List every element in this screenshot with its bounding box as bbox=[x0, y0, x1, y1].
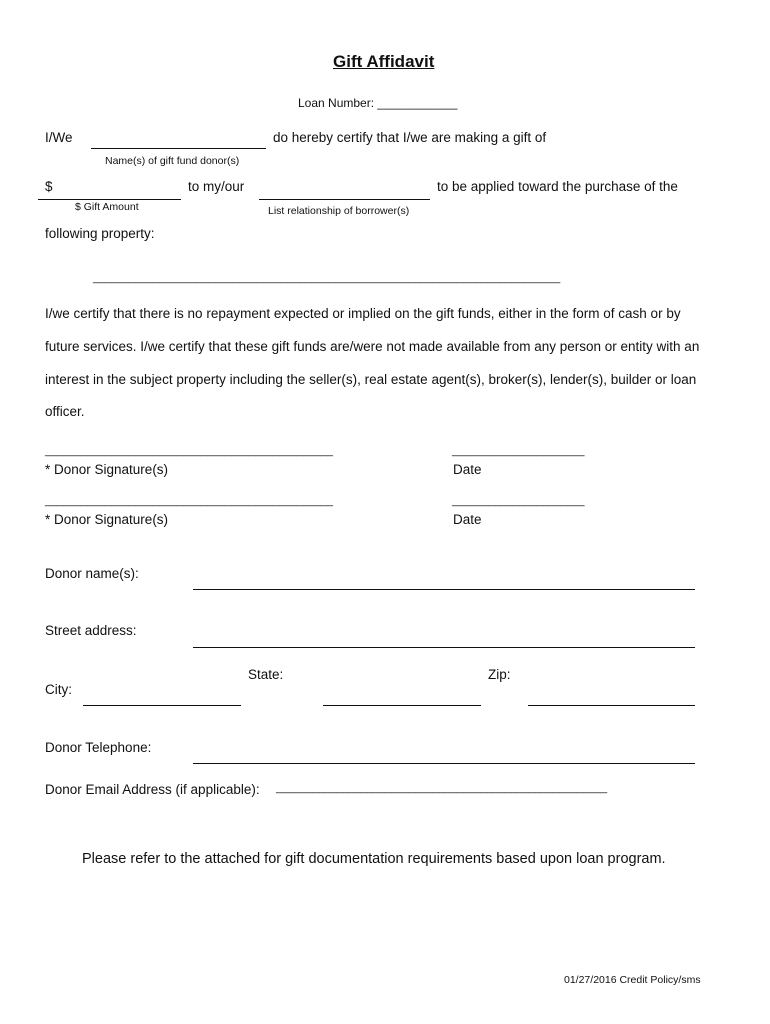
iwe-label: I/We bbox=[45, 130, 73, 145]
date-blank-2[interactable]: ______________________ bbox=[452, 495, 585, 507]
page-title: Gift Affidavit bbox=[333, 52, 435, 71]
signature-blank-1[interactable]: ________________________________________________ bbox=[45, 445, 333, 457]
donor-name-caption: Name(s) of gift fund donor(s) bbox=[105, 155, 240, 167]
date-label-2: Date bbox=[453, 512, 482, 527]
loan-number-label: Loan Number: bbox=[298, 96, 375, 110]
loan-number-blank[interactable]: ____________ bbox=[377, 96, 458, 110]
city-label: City: bbox=[45, 682, 72, 697]
donor-name-line[interactable] bbox=[193, 589, 695, 590]
property-label: following property: bbox=[45, 226, 155, 241]
telephone-line[interactable] bbox=[193, 763, 695, 764]
state-label: State: bbox=[248, 667, 284, 682]
footer-text: 01/27/2016 Credit Policy/sms bbox=[564, 974, 701, 986]
date-label-1: Date bbox=[453, 462, 482, 477]
property-blank[interactable]: _____________________________________________________________________________ bbox=[93, 272, 561, 284]
loan-number-field bbox=[298, 96, 457, 110]
signature-blank-2[interactable]: ________________________________________________ bbox=[45, 495, 333, 507]
street-address-label: Street address: bbox=[45, 623, 137, 638]
gift-amount-caption: $ Gift Amount bbox=[75, 201, 139, 213]
zip-line[interactable] bbox=[528, 705, 695, 706]
gift-amount-input-line[interactable] bbox=[38, 199, 181, 200]
city-line[interactable] bbox=[83, 705, 241, 706]
date-blank-1[interactable]: ______________________ bbox=[452, 445, 585, 457]
closing-note: Please refer to the attached for gift documentation requirements based upon loan program. bbox=[82, 851, 666, 867]
street-address-line[interactable] bbox=[193, 647, 695, 648]
zip-label: Zip: bbox=[488, 667, 511, 682]
relationship-input-line[interactable] bbox=[259, 199, 430, 200]
email-blank[interactable]: _______________________________________________________ bbox=[276, 782, 607, 794]
to-my-our-text: to my/our bbox=[188, 179, 245, 194]
telephone-label: Donor Telephone: bbox=[45, 740, 152, 755]
certify-text: do hereby certify that I/we are making a gift of bbox=[273, 130, 547, 145]
signature-label-2: * Donor Signature(s) bbox=[45, 512, 169, 527]
purchase-text: to be applied toward the purchase of the bbox=[437, 179, 678, 194]
relationship-caption: List relationship of borrower(s) bbox=[268, 205, 410, 217]
certification-line-2: future services. I/we certify that these gift funds are/were not made available from any person or entity with an bbox=[45, 339, 700, 354]
donor-name-label: Donor name(s): bbox=[45, 566, 139, 581]
donor-name-input-line[interactable] bbox=[91, 148, 266, 149]
certification-line-1: I/we certify that there is no repayment expected or implied on the gift funds, either in the form of cash or by bbox=[45, 306, 681, 321]
email-label: Donor Email Address (if applicable): bbox=[45, 782, 260, 797]
certification-line-4: officer. bbox=[45, 404, 85, 419]
certification-line-3: interest in the subject property including the seller(s), real estate agent(s), broker(s), lender(s), builder or loan bbox=[45, 372, 697, 387]
state-line[interactable] bbox=[323, 705, 481, 706]
dollar-sign: $ bbox=[45, 179, 53, 194]
signature-label-1: * Donor Signature(s) bbox=[45, 462, 169, 477]
